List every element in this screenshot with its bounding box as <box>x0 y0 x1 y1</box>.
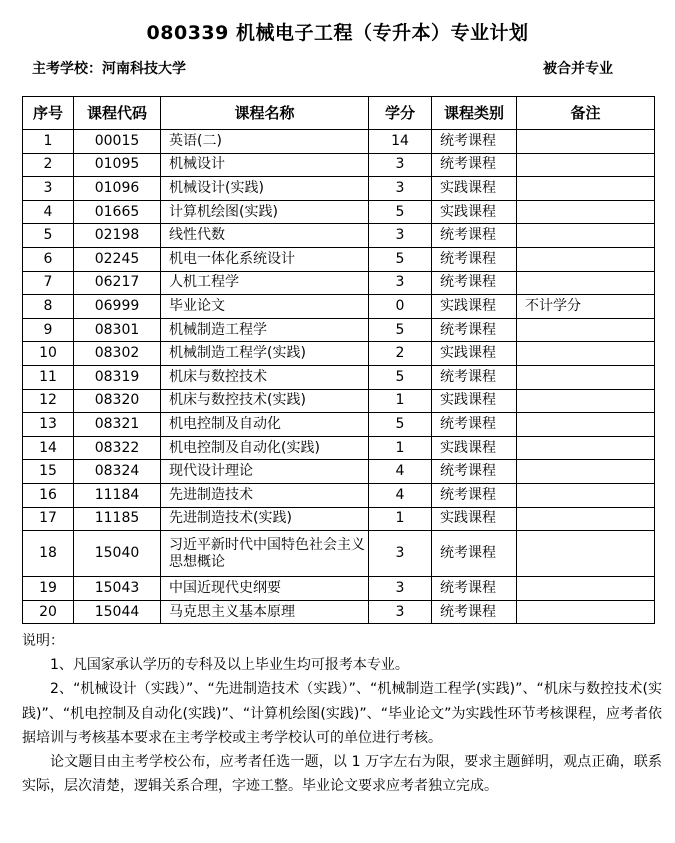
cell-credit: 14 <box>369 130 432 154</box>
header-type: 课程类别 <box>432 97 517 130</box>
table-row <box>23 531 655 577</box>
cell-credit: 2 <box>369 342 432 366</box>
cell-no: 11 <box>23 365 74 389</box>
header-credit: 学分 <box>369 97 432 130</box>
cell-type: 实践课程 <box>432 177 517 201</box>
cell-remark <box>517 389 655 413</box>
cell-type: 统考课程 <box>432 271 517 295</box>
notes-heading: 说明： <box>22 633 64 649</box>
cell-remark <box>517 460 655 484</box>
cell-no: 9 <box>23 318 74 342</box>
cell-no: 19 <box>23 577 74 601</box>
cell-remark <box>517 365 655 389</box>
course-plan-table <box>22 96 655 624</box>
cell-credit: 3 <box>369 153 432 177</box>
cell-credit: 1 <box>369 436 432 460</box>
cell-no: 12 <box>23 389 74 413</box>
cell-credit: 5 <box>369 247 432 271</box>
cell-course-name: 机械设计(实践) <box>161 177 369 201</box>
header-code: 课程代码 <box>74 97 161 130</box>
cell-no: 15 <box>23 460 74 484</box>
cell-credit: 5 <box>369 318 432 342</box>
cell-code: 08322 <box>74 436 161 460</box>
cell-course-name: 先进制造技术 <box>161 483 369 507</box>
cell-course-name: 习近平新时代中国特色社会主义思想概论 <box>161 531 369 577</box>
cell-course-name: 毕业论文 <box>161 295 369 319</box>
cell-type: 实践课程 <box>432 507 517 531</box>
cell-course-name: 机床与数控技术 <box>161 365 369 389</box>
notes-section <box>22 629 662 798</box>
cell-type: 统考课程 <box>432 365 517 389</box>
cell-course-name: 马克思主义基本原理 <box>161 600 369 624</box>
cell-remark <box>517 413 655 437</box>
cell-code: 02198 <box>74 224 161 248</box>
cell-no: 18 <box>23 531 74 577</box>
note-item-2: 2、“机械设计（实践）”、“先进制造技术（实践）”、“机械制造工程学(实践)”、“机床与数控技术(实践)”、“机电控制及自动化(实践)”、“计算机绘图(实践)”、“毕业论文”为实践性环节考核课程，应考者依据培训与考核基本要求在主考学校或主考学校认可的单位进行考核。 <box>22 681 662 746</box>
table-row <box>23 342 655 366</box>
cell-remark <box>517 507 655 531</box>
cell-course-name: 机床与数控技术(实践) <box>161 389 369 413</box>
table-row <box>23 507 655 531</box>
cell-type: 统考课程 <box>432 130 517 154</box>
cell-type: 实践课程 <box>432 436 517 460</box>
table-row <box>23 224 655 248</box>
cell-credit: 0 <box>369 295 432 319</box>
cell-code: 00015 <box>74 130 161 154</box>
cell-credit: 3 <box>369 531 432 577</box>
header-name: 课程名称 <box>161 97 369 130</box>
cell-course-name: 先进制造技术(实践) <box>161 507 369 531</box>
cell-no: 8 <box>23 295 74 319</box>
cell-no: 10 <box>23 342 74 366</box>
cell-no: 7 <box>23 271 74 295</box>
cell-no: 14 <box>23 436 74 460</box>
cell-code: 15040 <box>74 531 161 577</box>
cell-code: 08324 <box>74 460 161 484</box>
cell-credit: 4 <box>369 483 432 507</box>
cell-code: 08301 <box>74 318 161 342</box>
cell-remark <box>517 247 655 271</box>
cell-remark <box>517 318 655 342</box>
cell-code: 01096 <box>74 177 161 201</box>
cell-credit: 3 <box>369 224 432 248</box>
cell-remark <box>517 600 655 624</box>
cell-code: 11185 <box>74 507 161 531</box>
cell-remark <box>517 153 655 177</box>
table-row <box>23 200 655 224</box>
cell-code: 06217 <box>74 271 161 295</box>
header-remark: 备注 <box>517 97 655 130</box>
table-row <box>23 483 655 507</box>
cell-course-name: 机电一体化系统设计 <box>161 247 369 271</box>
cell-no: 17 <box>23 507 74 531</box>
cell-type: 统考课程 <box>432 600 517 624</box>
table-row <box>23 365 655 389</box>
cell-type: 实践课程 <box>432 389 517 413</box>
cell-course-name: 人机工程学 <box>161 271 369 295</box>
cell-no: 1 <box>23 130 74 154</box>
cell-type: 统考课程 <box>432 318 517 342</box>
cell-type: 统考课程 <box>432 413 517 437</box>
note-item-3: 论文题目由主考学校公布，应考者任选一题，以 1 万字左右为限，要求主题鲜明，观点正确，联系实际，层次清楚，逻辑关系合理，字迹工整。毕业论文要求应考者独立完成。 <box>22 754 662 795</box>
table-row <box>23 177 655 201</box>
note-item-1: 1、凡国家承认学历的专科及以上毕业生均可报考本专业。 <box>50 657 409 674</box>
cell-type: 统考课程 <box>432 247 517 271</box>
cell-remark <box>517 271 655 295</box>
cell-no: 5 <box>23 224 74 248</box>
cell-course-name: 机械设计 <box>161 153 369 177</box>
cell-course-name: 机械制造工程学(实践) <box>161 342 369 366</box>
cell-credit: 3 <box>369 177 432 201</box>
table-row <box>23 436 655 460</box>
cell-credit: 1 <box>369 389 432 413</box>
page-title: 080339 机械电子工程（专升本）专业计划 <box>146 22 529 44</box>
cell-course-name: 现代设计理论 <box>161 460 369 484</box>
cell-type: 统考课程 <box>432 224 517 248</box>
table-row <box>23 600 655 624</box>
cell-code: 15043 <box>74 577 161 601</box>
cell-course-name: 机械制造工程学 <box>161 318 369 342</box>
table-row <box>23 247 655 271</box>
cell-no: 6 <box>23 247 74 271</box>
cell-course-name: 计算机绘图(实践) <box>161 200 369 224</box>
cell-no: 20 <box>23 600 74 624</box>
cell-type: 实践课程 <box>432 342 517 366</box>
cell-remark <box>517 342 655 366</box>
cell-no: 3 <box>23 177 74 201</box>
table-row <box>23 389 655 413</box>
table-header-row <box>23 97 655 130</box>
cell-credit: 5 <box>369 365 432 389</box>
cell-code: 06999 <box>74 295 161 319</box>
table-row <box>23 460 655 484</box>
table-row <box>23 271 655 295</box>
cell-type: 统考课程 <box>432 531 517 577</box>
cell-code: 01665 <box>74 200 161 224</box>
cell-credit: 3 <box>369 600 432 624</box>
table-row <box>23 130 655 154</box>
table-row <box>23 295 655 319</box>
merged-major-label: 被合并专业 <box>543 61 613 77</box>
host-school: 主考学校：河南科技大学 <box>32 61 186 77</box>
cell-code: 08302 <box>74 342 161 366</box>
cell-code: 08321 <box>74 413 161 437</box>
cell-code: 08320 <box>74 389 161 413</box>
cell-type: 统考课程 <box>432 153 517 177</box>
cell-no: 16 <box>23 483 74 507</box>
cell-type: 统考课程 <box>432 483 517 507</box>
cell-remark <box>517 483 655 507</box>
cell-no: 13 <box>23 413 74 437</box>
cell-remark <box>517 577 655 601</box>
cell-course-name: 机电控制及自动化 <box>161 413 369 437</box>
cell-course-name: 线性代数 <box>161 224 369 248</box>
cell-type: 实践课程 <box>432 295 517 319</box>
cell-code: 08319 <box>74 365 161 389</box>
cell-code: 02245 <box>74 247 161 271</box>
cell-code: 15044 <box>74 600 161 624</box>
table-row <box>23 318 655 342</box>
cell-course-name: 机电控制及自动化(实践) <box>161 436 369 460</box>
table-row <box>23 577 655 601</box>
cell-remark <box>517 531 655 577</box>
cell-remark <box>517 200 655 224</box>
cell-no: 4 <box>23 200 74 224</box>
cell-credit: 5 <box>369 200 432 224</box>
cell-remark: 不计学分 <box>517 295 655 319</box>
cell-type: 实践课程 <box>432 200 517 224</box>
cell-no: 2 <box>23 153 74 177</box>
cell-remark <box>517 130 655 154</box>
cell-credit: 3 <box>369 271 432 295</box>
cell-remark <box>517 224 655 248</box>
table-row <box>23 413 655 437</box>
cell-type: 统考课程 <box>432 577 517 601</box>
cell-remark <box>517 436 655 460</box>
cell-credit: 4 <box>369 460 432 484</box>
cell-course-name: 英语(二) <box>161 130 369 154</box>
cell-credit: 5 <box>369 413 432 437</box>
header-no: 序号 <box>23 97 74 130</box>
cell-course-name: 中国近现代史纲要 <box>161 577 369 601</box>
cell-remark <box>517 177 655 201</box>
cell-credit: 3 <box>369 577 432 601</box>
cell-credit: 1 <box>369 507 432 531</box>
cell-code: 01095 <box>74 153 161 177</box>
cell-code: 11184 <box>74 483 161 507</box>
cell-type: 统考课程 <box>432 460 517 484</box>
table-row <box>23 153 655 177</box>
